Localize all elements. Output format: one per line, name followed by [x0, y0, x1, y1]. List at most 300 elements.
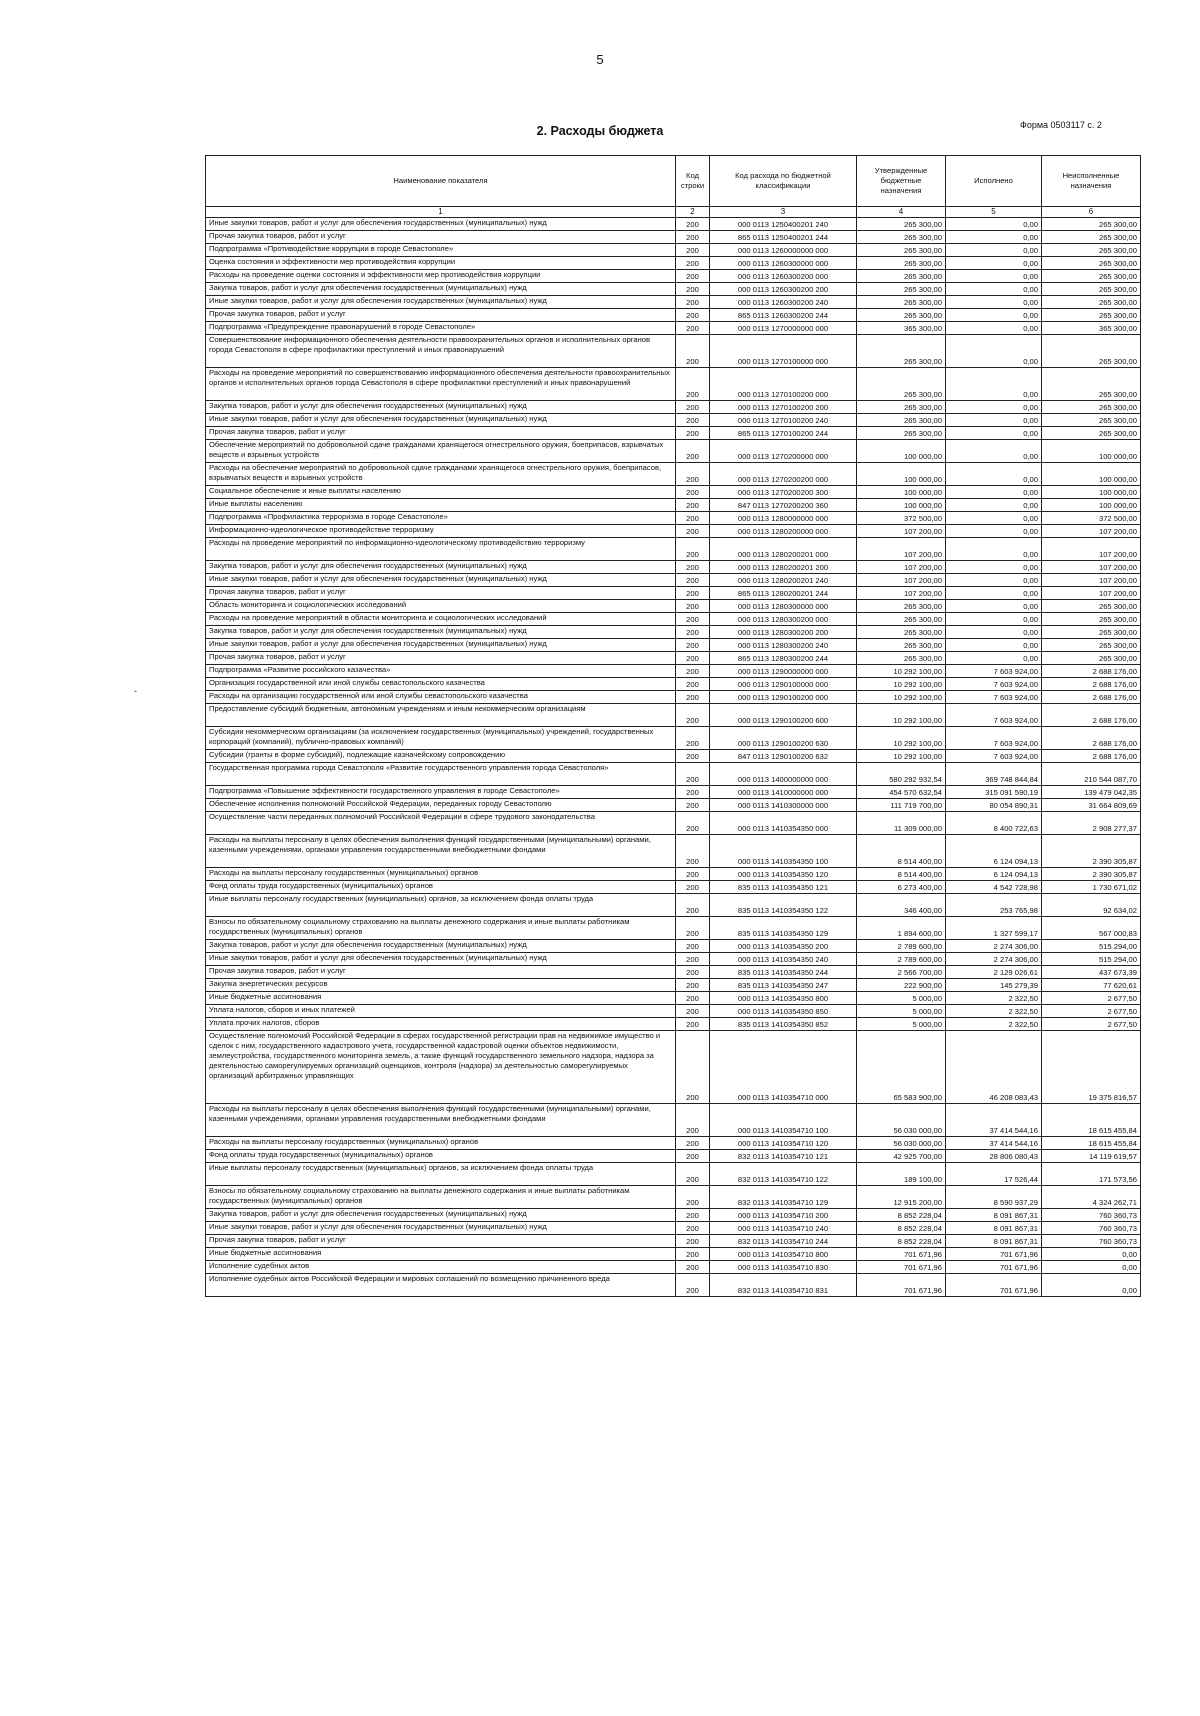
executed-amount-cell: 0,00 [946, 639, 1042, 652]
budget-code-cell: 000 0113 1290100200 630 [710, 727, 857, 750]
unexecuted-amount-cell: 100 000,00 [1042, 499, 1141, 512]
indicator-name-cell: Закупка товаров, работ и услуг для обеспечения государственных (муниципальных) нужд [206, 940, 676, 953]
indicator-name-cell: Взносы по обязательному социальному страхованию на выплаты денежного содержания и иные выплаты работникам государственных (муниципальных) органов [206, 1186, 676, 1209]
expenses-table [205, 155, 1141, 1297]
approved-amount-cell: 372 500,00 [857, 512, 946, 525]
unexecuted-amount-cell: 2 688 176,00 [1042, 691, 1141, 704]
row-code-cell: 200 [676, 270, 710, 283]
header-kbk: Код расхода по бюджетной классификации [710, 156, 857, 207]
approved-amount-cell: 5 000,00 [857, 1005, 946, 1018]
budget-code-cell: 000 0113 1290000000 000 [710, 665, 857, 678]
unexecuted-amount-cell: 265 300,00 [1042, 368, 1141, 401]
indicator-name-cell: Подпрограмма «Развитие российского казачества» [206, 665, 676, 678]
approved-amount-cell: 11 309 000,00 [857, 812, 946, 835]
executed-amount-cell: 8 400 722,63 [946, 812, 1042, 835]
unexecuted-amount-cell: 1 730 671,02 [1042, 881, 1141, 894]
form-code: Форма 0503117 с. 2 [1020, 120, 1102, 130]
unexecuted-amount-cell: 2 688 176,00 [1042, 678, 1141, 691]
indicator-name-cell: Иные выплаты персоналу государственных (муниципальных) органов, за исключением фонда оплаты труда [206, 1163, 676, 1186]
budget-code-cell: 000 0113 1280300200 240 [710, 639, 857, 652]
table-row [206, 270, 1141, 283]
row-code-cell: 200 [676, 1031, 710, 1104]
executed-amount-cell: 0,00 [946, 463, 1042, 486]
unexecuted-amount-cell: 0,00 [1042, 1248, 1141, 1261]
approved-amount-cell: 265 300,00 [857, 218, 946, 231]
table-row [206, 335, 1141, 368]
table-row [206, 1104, 1141, 1137]
budget-code-cell: 000 0113 1410354710 240 [710, 1222, 857, 1235]
executed-amount-cell: 6 124 094,13 [946, 868, 1042, 881]
row-code-cell: 200 [676, 786, 710, 799]
unexecuted-amount-cell: 100 000,00 [1042, 440, 1141, 463]
unexecuted-amount-cell: 265 300,00 [1042, 244, 1141, 257]
approved-amount-cell: 10 292 100,00 [857, 727, 946, 750]
table-row [206, 1186, 1141, 1209]
approved-amount-cell: 107 200,00 [857, 561, 946, 574]
table-row [206, 499, 1141, 512]
indicator-name-cell: Расходы на выплаты персоналу государственных (муниципальных) органов [206, 1137, 676, 1150]
executed-amount-cell: 0,00 [946, 231, 1042, 244]
unexecuted-amount-cell: 265 300,00 [1042, 257, 1141, 270]
budget-code-cell: 832 0113 1410354710 121 [710, 1150, 857, 1163]
executed-amount-cell: 7 603 924,00 [946, 678, 1042, 691]
table-row [206, 486, 1141, 499]
executed-amount-cell: 0,00 [946, 368, 1042, 401]
indicator-name-cell: Расходы на проведение мероприятий в области мониторинга и социологических исследований [206, 613, 676, 626]
budget-code-cell: 000 0113 1290100200 600 [710, 704, 857, 727]
budget-code-cell: 000 0113 1410354710 830 [710, 1261, 857, 1274]
approved-amount-cell: 265 300,00 [857, 427, 946, 440]
row-code-cell: 200 [676, 639, 710, 652]
executed-amount-cell: 2 274 306,00 [946, 940, 1042, 953]
executed-amount-cell: 0,00 [946, 561, 1042, 574]
table-row [206, 574, 1141, 587]
indicator-name-cell: Иные бюджетные ассигнования [206, 1248, 676, 1261]
budget-code-cell: 832 0113 1410354710 129 [710, 1186, 857, 1209]
executed-amount-cell: 46 208 083,43 [946, 1031, 1042, 1104]
budget-code-cell: 000 0113 1280300200 000 [710, 613, 857, 626]
row-code-cell: 200 [676, 587, 710, 600]
row-code-cell: 200 [676, 1137, 710, 1150]
indicator-name-cell: Расходы на выплаты персоналу государственных (муниципальных) органов [206, 868, 676, 881]
approved-amount-cell: 10 292 100,00 [857, 678, 946, 691]
unexecuted-amount-cell: 0,00 [1042, 1261, 1141, 1274]
approved-amount-cell: 265 300,00 [857, 335, 946, 368]
budget-code-cell: 000 0113 1260300200 240 [710, 296, 857, 309]
table-row [206, 1261, 1141, 1274]
approved-amount-cell: 56 030 000,00 [857, 1104, 946, 1137]
indicator-name-cell: Расходы на проведение мероприятий по информационно-идеологическому противодействию терроризму [206, 538, 676, 561]
budget-code-cell: 000 0113 1410354350 100 [710, 835, 857, 868]
approved-amount-cell: 100 000,00 [857, 499, 946, 512]
row-code-cell: 200 [676, 652, 710, 665]
indicator-name-cell: Государственная программа города Севастополя «Развитие государственного управления города Севастополя» [206, 763, 676, 786]
executed-amount-cell: 80 054 890,31 [946, 799, 1042, 812]
indicator-name-cell: Иные закупки товаров, работ и услуг для обеспечения государственных (муниципальных) нужд [206, 296, 676, 309]
indicator-name-cell: Прочая закупка товаров, работ и услуг [206, 966, 676, 979]
budget-code-cell: 000 0113 1260300000 000 [710, 257, 857, 270]
row-code-cell: 200 [676, 368, 710, 401]
table-row [206, 1018, 1141, 1031]
row-code-cell: 200 [676, 763, 710, 786]
approved-amount-cell: 111 719 700,00 [857, 799, 946, 812]
table-row [206, 1005, 1141, 1018]
row-code-cell: 200 [676, 992, 710, 1005]
row-code-cell: 200 [676, 966, 710, 979]
budget-code-cell: 000 0113 1270100000 000 [710, 335, 857, 368]
indicator-name-cell: Иные выплаты населению [206, 499, 676, 512]
budget-code-cell: 000 0113 1270200200 000 [710, 463, 857, 486]
table-row [206, 1274, 1141, 1297]
indicator-name-cell: Прочая закупка товаров, работ и услуг [206, 587, 676, 600]
table-row [206, 979, 1141, 992]
table-row [206, 613, 1141, 626]
approved-amount-cell: 265 300,00 [857, 231, 946, 244]
approved-amount-cell: 265 300,00 [857, 639, 946, 652]
row-code-cell: 200 [676, 953, 710, 966]
indicator-name-cell: Иные бюджетные ассигнования [206, 992, 676, 1005]
table-row [206, 727, 1141, 750]
header-code: Код строки [676, 156, 710, 207]
budget-code-cell: 000 0113 1280200201 200 [710, 561, 857, 574]
budget-code-cell: 000 0113 1410354710 120 [710, 1137, 857, 1150]
executed-amount-cell: 8 091 867,31 [946, 1235, 1042, 1248]
unexecuted-amount-cell: 2 677,50 [1042, 992, 1141, 1005]
executed-amount-cell: 0,00 [946, 525, 1042, 538]
row-code-cell: 200 [676, 1222, 710, 1235]
row-code-cell: 200 [676, 574, 710, 587]
table-row [206, 652, 1141, 665]
unexecuted-amount-cell: 265 300,00 [1042, 652, 1141, 665]
indicator-name-cell: Оценка состояния и эффективности мер противодействия коррупции [206, 257, 676, 270]
approved-amount-cell: 2 789 600,00 [857, 953, 946, 966]
row-code-cell: 200 [676, 512, 710, 525]
indicator-name-cell: Исполнение судебных актов [206, 1261, 676, 1274]
approved-amount-cell: 2 566 700,00 [857, 966, 946, 979]
budget-code-cell: 000 0113 1280300000 000 [710, 600, 857, 613]
approved-amount-cell: 5 000,00 [857, 1018, 946, 1031]
row-code-cell: 200 [676, 283, 710, 296]
executed-amount-cell: 0,00 [946, 440, 1042, 463]
indicator-name-cell: Осуществление полномочий Российской Федерации в сферах государственной регистрации прав на недвижимое имущество и сделок с ним, государственного кадастрового учета, государственной кадастровой оценки объектов недвижимости, землеустройства, государственного мониторинга земель, а также функций государственного земельного надзора, надзора за деятельностью саморегулируемых организаций оценщиков, контроля (надзора) за деятельностью саморегулируемых организаций арбитражных управляющих [206, 1031, 676, 1104]
unexecuted-amount-cell: 365 300,00 [1042, 322, 1141, 335]
executed-amount-cell: 6 124 094,13 [946, 835, 1042, 868]
row-code-cell: 200 [676, 257, 710, 270]
approved-amount-cell: 56 030 000,00 [857, 1137, 946, 1150]
executed-amount-cell: 0,00 [946, 270, 1042, 283]
approved-amount-cell: 10 292 100,00 [857, 691, 946, 704]
indicator-name-cell: Уплата налогов, сборов и иных платежей [206, 1005, 676, 1018]
approved-amount-cell: 107 200,00 [857, 574, 946, 587]
executed-amount-cell: 0,00 [946, 322, 1042, 335]
table-row [206, 665, 1141, 678]
table-row [206, 440, 1141, 463]
row-code-cell: 200 [676, 665, 710, 678]
table-row [206, 704, 1141, 727]
executed-amount-cell: 2 274 306,00 [946, 953, 1042, 966]
executed-amount-cell: 0,00 [946, 309, 1042, 322]
executed-amount-cell: 7 603 924,00 [946, 704, 1042, 727]
approved-amount-cell: 107 200,00 [857, 525, 946, 538]
unexecuted-amount-cell: 760 360,73 [1042, 1235, 1141, 1248]
approved-amount-cell: 8 514 400,00 [857, 868, 946, 881]
approved-amount-cell: 107 200,00 [857, 587, 946, 600]
executed-amount-cell: 1 327 599,17 [946, 917, 1042, 940]
row-code-cell: 200 [676, 750, 710, 763]
indicator-name-cell: Иные закупки товаров, работ и услуг для обеспечения государственных (муниципальных) нужд [206, 1222, 676, 1235]
executed-amount-cell: 0,00 [946, 401, 1042, 414]
margin-mark: - [134, 686, 137, 696]
row-code-cell: 200 [676, 1186, 710, 1209]
table-row [206, 512, 1141, 525]
executed-amount-cell: 7 603 924,00 [946, 727, 1042, 750]
budget-code-cell: 000 0113 1410354350 120 [710, 868, 857, 881]
unexecuted-amount-cell: 14 119 619,57 [1042, 1150, 1141, 1163]
unexecuted-amount-cell: 265 300,00 [1042, 414, 1141, 427]
indicator-name-cell: Совершенствование информационного обеспечения деятельности правоохранительных органов и исполнительных органов города Севастополя в сфере профилактики преступлений и иных правонарушений [206, 335, 676, 368]
table-row [206, 368, 1141, 401]
budget-code-cell: 835 0113 1410354350 852 [710, 1018, 857, 1031]
approved-amount-cell: 8 852 228,04 [857, 1209, 946, 1222]
page-number: 5 [596, 52, 604, 67]
executed-amount-cell: 0,00 [946, 296, 1042, 309]
budget-code-cell: 835 0113 1410354350 129 [710, 917, 857, 940]
budget-code-cell: 000 0113 1410354710 200 [710, 1209, 857, 1222]
unexecuted-amount-cell: 107 200,00 [1042, 587, 1141, 600]
budget-code-cell: 000 0113 1290100000 000 [710, 678, 857, 691]
table-row [206, 587, 1141, 600]
row-code-cell: 200 [676, 499, 710, 512]
table-row [206, 1163, 1141, 1186]
budget-code-cell: 000 0113 1400000000 000 [710, 763, 857, 786]
executed-amount-cell: 0,00 [946, 335, 1042, 368]
table-row [206, 940, 1141, 953]
row-code-cell: 200 [676, 1005, 710, 1018]
unexecuted-amount-cell: 515 294,00 [1042, 953, 1141, 966]
indicator-name-cell: Расходы на обеспечение мероприятий по добровольной сдаче гражданами хранящегося огнестрельного оружия, боеприпасов, взрывчатых веществ и взрывных устройств [206, 463, 676, 486]
budget-code-cell: 000 0113 1410354350 850 [710, 1005, 857, 1018]
column-number: 3 [710, 207, 857, 218]
unexecuted-amount-cell: 100 000,00 [1042, 463, 1141, 486]
row-code-cell: 200 [676, 525, 710, 538]
budget-code-cell: 832 0113 1410354710 122 [710, 1163, 857, 1186]
table-row [206, 296, 1141, 309]
budget-code-cell: 832 0113 1410354710 244 [710, 1235, 857, 1248]
approved-amount-cell: 265 300,00 [857, 309, 946, 322]
row-code-cell: 200 [676, 600, 710, 613]
indicator-name-cell: Расходы на выплаты персоналу в целях обеспечения выполнения функций государственными (муниципальными) органами, казенными учреждениями, органами управления государственными внебюджетными фондами [206, 1104, 676, 1137]
unexecuted-amount-cell: 2 908 277,37 [1042, 812, 1141, 835]
approved-amount-cell: 10 292 100,00 [857, 665, 946, 678]
executed-amount-cell: 0,00 [946, 414, 1042, 427]
executed-amount-cell: 0,00 [946, 218, 1042, 231]
unexecuted-amount-cell: 437 673,39 [1042, 966, 1141, 979]
unexecuted-amount-cell: 107 200,00 [1042, 561, 1141, 574]
approved-amount-cell: 265 300,00 [857, 613, 946, 626]
unexecuted-amount-cell: 139 479 042,35 [1042, 786, 1141, 799]
table-body [206, 218, 1141, 1297]
row-code-cell: 200 [676, 812, 710, 835]
indicator-name-cell: Организация государственной или иной службы севастопольского казачества [206, 678, 676, 691]
budget-code-cell: 000 0113 1260000000 000 [710, 244, 857, 257]
row-code-cell: 200 [676, 309, 710, 322]
approved-amount-cell: 265 300,00 [857, 414, 946, 427]
unexecuted-amount-cell: 2 688 176,00 [1042, 665, 1141, 678]
budget-code-cell: 000 0113 1280200000 000 [710, 525, 857, 538]
table-row [206, 218, 1141, 231]
budget-code-cell: 865 0113 1280200201 244 [710, 587, 857, 600]
unexecuted-amount-cell: 265 300,00 [1042, 335, 1141, 368]
row-code-cell: 200 [676, 691, 710, 704]
indicator-name-cell: Предоставление субсидий бюджетным, автономным учреждениям и иным некоммерческим организациям [206, 704, 676, 727]
indicator-name-cell: Область мониторинга и социологических исследований [206, 600, 676, 613]
row-code-cell: 200 [676, 538, 710, 561]
row-code-cell: 200 [676, 322, 710, 335]
approved-amount-cell: 100 000,00 [857, 463, 946, 486]
table-row [206, 1222, 1141, 1235]
approved-amount-cell: 12 915 200,00 [857, 1186, 946, 1209]
row-code-cell: 200 [676, 613, 710, 626]
unexecuted-amount-cell: 2 677,50 [1042, 1005, 1141, 1018]
budget-code-cell: 000 0113 1290100200 000 [710, 691, 857, 704]
row-code-cell: 200 [676, 868, 710, 881]
executed-amount-cell: 0,00 [946, 486, 1042, 499]
indicator-name-cell: Закупка товаров, работ и услуг для обеспечения государственных (муниципальных) нужд [206, 561, 676, 574]
indicator-name-cell: Прочая закупка товаров, работ и услуг [206, 231, 676, 244]
budget-code-cell: 000 0113 1280200201 000 [710, 538, 857, 561]
unexecuted-amount-cell: 515 294,00 [1042, 940, 1141, 953]
budget-code-cell: 832 0113 1410354710 831 [710, 1274, 857, 1297]
approved-amount-cell: 265 300,00 [857, 368, 946, 401]
budget-code-cell: 000 0113 1270200000 000 [710, 440, 857, 463]
unexecuted-amount-cell: 77 620,61 [1042, 979, 1141, 992]
table-row [206, 427, 1141, 440]
budget-code-cell: 000 0113 1410354710 800 [710, 1248, 857, 1261]
indicator-name-cell: Фонд оплаты труда государственных (муниципальных) органов [206, 881, 676, 894]
indicator-name-cell: Иные закупки товаров, работ и услуг для обеспечения государственных (муниципальных) нужд [206, 639, 676, 652]
unexecuted-amount-cell: 2 688 176,00 [1042, 727, 1141, 750]
unexecuted-amount-cell: 2 390 305,87 [1042, 868, 1141, 881]
approved-amount-cell: 8 852 228,04 [857, 1235, 946, 1248]
unexecuted-amount-cell: 265 300,00 [1042, 218, 1141, 231]
executed-amount-cell: 369 748 844,84 [946, 763, 1042, 786]
table-row [206, 401, 1141, 414]
approved-amount-cell: 5 000,00 [857, 992, 946, 1005]
table-row [206, 525, 1141, 538]
row-code-cell: 200 [676, 917, 710, 940]
indicator-name-cell: Обеспечение исполнения полномочий Российской Федерации, переданных городу Севастополю [206, 799, 676, 812]
row-code-cell: 200 [676, 440, 710, 463]
table-row [206, 639, 1141, 652]
budget-code-cell: 000 0113 1270100200 200 [710, 401, 857, 414]
indicator-name-cell: Подпрограмма «Предупреждение правонарушений в городе Севастополе» [206, 322, 676, 335]
executed-amount-cell: 2 322,50 [946, 1018, 1042, 1031]
approved-amount-cell: 1 894 600,00 [857, 917, 946, 940]
approved-amount-cell: 265 300,00 [857, 296, 946, 309]
indicator-name-cell: Закупка товаров, работ и услуг для обеспечения государственных (муниципальных) нужд [206, 283, 676, 296]
indicator-name-cell: Закупка товаров, работ и услуг для обеспечения государственных (муниципальных) нужд [206, 1209, 676, 1222]
budget-code-cell: 000 0113 1270000000 000 [710, 322, 857, 335]
budget-code-cell: 000 0113 1410300000 000 [710, 799, 857, 812]
row-code-cell: 200 [676, 940, 710, 953]
budget-code-cell: 000 0113 1410354350 240 [710, 953, 857, 966]
budget-code-cell: 865 0113 1250400201 244 [710, 231, 857, 244]
executed-amount-cell: 0,00 [946, 538, 1042, 561]
executed-amount-cell: 8 091 867,31 [946, 1222, 1042, 1235]
table-row [206, 881, 1141, 894]
unexecuted-amount-cell: 265 300,00 [1042, 626, 1141, 639]
row-code-cell: 200 [676, 1104, 710, 1137]
budget-code-cell: 000 0113 1270100200 000 [710, 368, 857, 401]
executed-amount-cell: 315 091 590,19 [946, 786, 1042, 799]
executed-amount-cell: 0,00 [946, 626, 1042, 639]
header-executed: Исполнено [946, 156, 1042, 207]
table-row [206, 322, 1141, 335]
unexecuted-amount-cell: 100 000,00 [1042, 486, 1141, 499]
row-code-cell: 200 [676, 1248, 710, 1261]
row-code-cell: 200 [676, 678, 710, 691]
indicator-name-cell: Обеспечение мероприятий по добровольной сдаче гражданами хранящегося огнестрельного оружия, боеприпасов, взрывчатых веществ и взрывных устройств [206, 440, 676, 463]
indicator-name-cell: Расходы на организацию государственной или иной службы севастопольского казачества [206, 691, 676, 704]
indicator-name-cell: Подпрограмма «Повышение эффективности государственного управления в городе Севастополе» [206, 786, 676, 799]
table-row [206, 309, 1141, 322]
unexecuted-amount-cell: 92 634,02 [1042, 894, 1141, 917]
unexecuted-amount-cell: 18 615 455,84 [1042, 1104, 1141, 1137]
header-unexecuted: Неисполненные назначения [1042, 156, 1141, 207]
budget-code-cell: 000 0113 1250400201 240 [710, 218, 857, 231]
table-row [206, 1150, 1141, 1163]
unexecuted-amount-cell: 760 360,73 [1042, 1209, 1141, 1222]
row-code-cell: 200 [676, 1274, 710, 1297]
unexecuted-amount-cell: 107 200,00 [1042, 538, 1141, 561]
executed-amount-cell: 0,00 [946, 499, 1042, 512]
column-numbers-row [206, 207, 1141, 218]
table-row [206, 992, 1141, 1005]
executed-amount-cell: 2 129 026,61 [946, 966, 1042, 979]
unexecuted-amount-cell: 107 200,00 [1042, 525, 1141, 538]
unexecuted-amount-cell: 0,00 [1042, 1274, 1141, 1297]
table-row [206, 1031, 1141, 1104]
budget-code-cell: 835 0113 1410354350 121 [710, 881, 857, 894]
unexecuted-amount-cell: 31 664 809,69 [1042, 799, 1141, 812]
approved-amount-cell: 10 292 100,00 [857, 750, 946, 763]
row-code-cell: 200 [676, 1261, 710, 1274]
table-row [206, 538, 1141, 561]
executed-amount-cell: 0,00 [946, 512, 1042, 525]
approved-amount-cell: 346 400,00 [857, 894, 946, 917]
row-code-cell: 200 [676, 486, 710, 499]
budget-code-cell: 835 0113 1410354350 244 [710, 966, 857, 979]
budget-code-cell: 000 0113 1410354710 100 [710, 1104, 857, 1137]
row-code-cell: 200 [676, 463, 710, 486]
document-title: 2. Расходы бюджета [536, 124, 664, 138]
indicator-name-cell: Иные выплаты персоналу государственных (муниципальных) органов, за исключением фонда оплаты труда [206, 894, 676, 917]
unexecuted-amount-cell: 265 300,00 [1042, 613, 1141, 626]
indicator-name-cell: Прочая закупка товаров, работ и услуг [206, 1235, 676, 1248]
executed-amount-cell: 7 603 924,00 [946, 665, 1042, 678]
approved-amount-cell: 701 671,96 [857, 1248, 946, 1261]
indicator-name-cell: Социальное обеспечение и иные выплаты населению [206, 486, 676, 499]
unexecuted-amount-cell: 2 688 176,00 [1042, 704, 1141, 727]
header-approved: Утвержденные бюджетные назначения [857, 156, 946, 207]
column-number: 4 [857, 207, 946, 218]
approved-amount-cell: 222 900,00 [857, 979, 946, 992]
table-row [206, 812, 1141, 835]
indicator-name-cell: Информационно-идеологическое противодействие терроризму [206, 525, 676, 538]
executed-amount-cell: 28 806 080,43 [946, 1150, 1042, 1163]
table-row [206, 868, 1141, 881]
table-row [206, 678, 1141, 691]
